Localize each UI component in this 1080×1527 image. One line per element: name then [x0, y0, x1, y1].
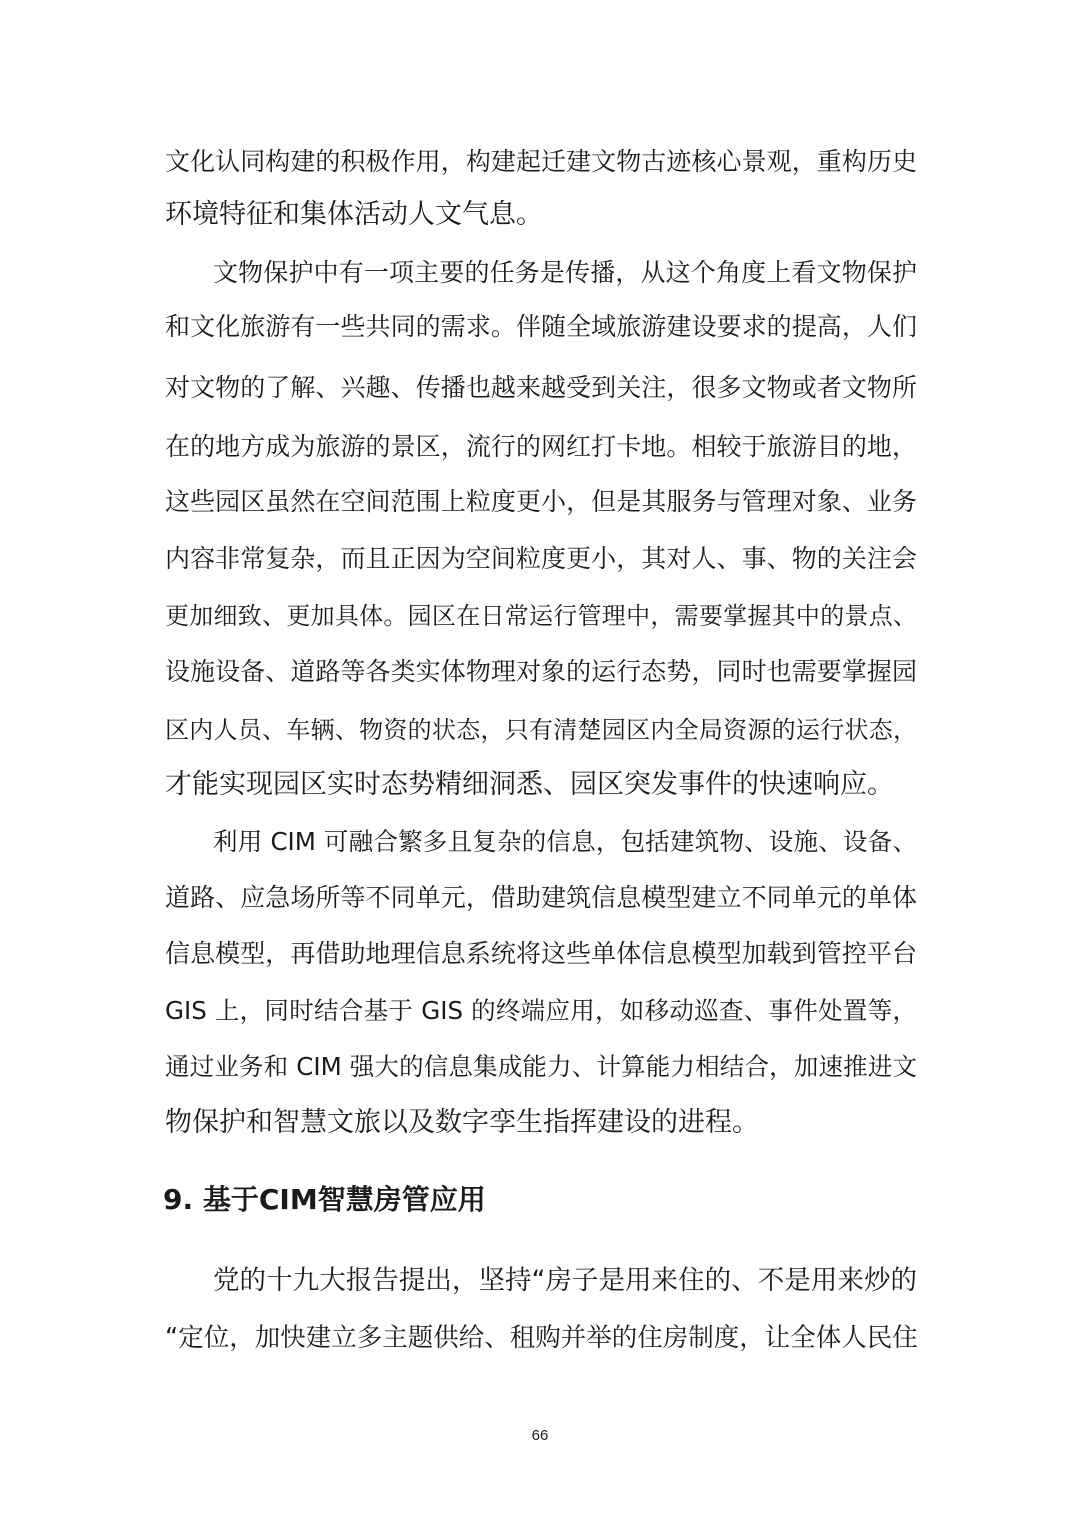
- section-heading: 9. 基于CIM智慧房管应用: [163, 1183, 486, 1216]
- text-line: 内容非常复杂，而且正因为空间粒度更小，其对人、事、物的关注会: [165, 544, 917, 573]
- text-line: 物保护和智慧文旅以及数字孪生指挥建设的进程。: [165, 1107, 759, 1138]
- text-line: 和文化旅游有一些共同的需求。伴随全域旅游建设要求的提高，人们: [165, 312, 917, 341]
- text-line: 信息模型，再借助地理信息系统将这些单体信息模型加载到管控平台: [165, 939, 917, 968]
- text-line: “定位，加快建立多主题供给、租购并举的住房制度，让全体人民住: [165, 1323, 918, 1353]
- text-line: 文物保护中有一项主要的任务是传播，从这个角度上看文物保护: [213, 258, 917, 287]
- text-line: 区内人员、车辆、物资的状态，只有清楚园区内全局资源的运行状态，: [165, 716, 917, 744]
- text-line: 这些园区虽然在空间范围上粒度更小，但是其服务与管理对象、业务: [165, 487, 917, 516]
- text-line: GIS 上，同时结合基于 GIS 的终端应用，如移动巡查、事件处置等，: [165, 996, 917, 1025]
- text-line: 更加细致、更加具体。园区在日常运行管理中，需要掌握其中的景点、: [165, 602, 917, 630]
- page-number: 66: [531, 1427, 549, 1444]
- text-line: 通过业务和 CIM 强大的信息集成能力、计算能力相结合，加速推进文: [165, 1052, 917, 1081]
- text-line: 设施设备、道路等各类实体物理对象的运行态势，同时也需要掌握园: [165, 657, 917, 686]
- text-line: 利用 CIM 可融合繁多且复杂的信息，包括建筑物、设施、设备、: [213, 827, 917, 856]
- text-line: 道路、应急场所等不同单元，借助建筑信息模型建立不同单元的单体: [165, 883, 917, 912]
- text-line: 才能实现园区实时态势精细洞悉、园区突发事件的快速响应。: [165, 769, 894, 800]
- text-line: 对文物的了解、兴趣、传播也越来越受到关注，很多文物或者文物所: [165, 373, 917, 402]
- text-line: 文化认同构建的积极作用，构建起迁建文物古迹核心景观，重构历史: [165, 147, 917, 176]
- text-line: 党的十九大报告提出，坚持“房子是用来住的、不是用来炒的: [213, 1265, 917, 1296]
- text-line: 在的地方成为旅游的景区，流行的网红打卡地。相较于旅游目的地，: [165, 432, 917, 461]
- text-line: 环境特征和集体活动人文气息。: [165, 199, 543, 230]
